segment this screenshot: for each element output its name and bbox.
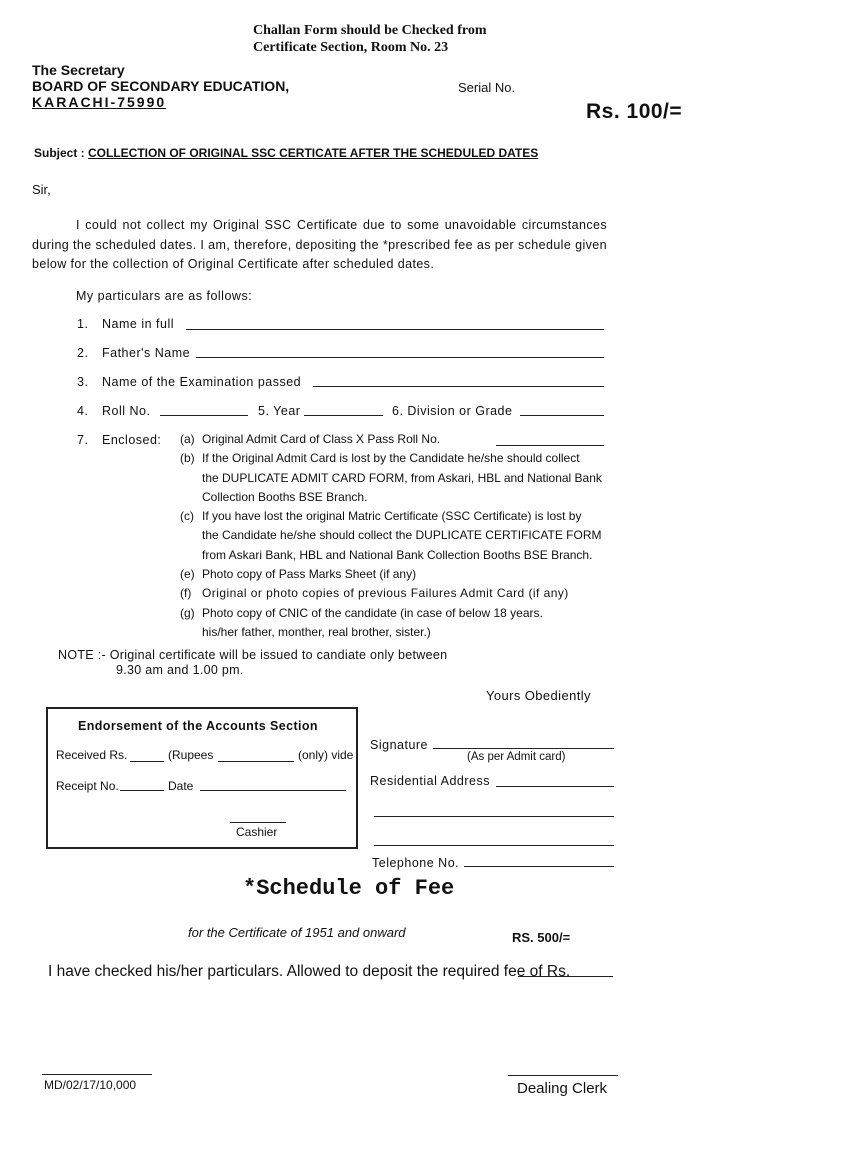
subject-line [34, 146, 538, 160]
subject-text: COLLECTION OF ORIGINAL SSC CERTICATE AFTER THE SCHEDULED DATES [88, 146, 539, 160]
signature-note: (As per Admit card) [467, 751, 566, 763]
address-line-a[interactable] [496, 786, 614, 787]
received-label: Received Rs. [56, 748, 128, 762]
telephone-line[interactable] [464, 866, 614, 867]
note-block [58, 648, 447, 678]
field-2-number: 2. [77, 346, 89, 360]
date-line[interactable] [200, 790, 346, 791]
enclosed-item-g: (g) Photo copy of CNIC of the candidate (in case of below 18 years. his/her father, monther, real brother, sister.) [180, 605, 543, 639]
rupees-words-line[interactable] [218, 761, 294, 762]
schedule-fee: RS. 500/= [512, 930, 571, 945]
division-input-line[interactable] [520, 415, 604, 416]
name-input-line[interactable] [186, 329, 604, 330]
field-roll-label: Roll No. [102, 404, 151, 418]
fee-stamp: Rs. 100/= [586, 100, 683, 123]
telephone-label: Telephone No. [372, 856, 460, 870]
schedule-title: *Schedule of Fee [243, 876, 455, 901]
form-code: MD/02/17/10,000 [44, 1078, 137, 1092]
enclosed-item-e: (e) Photo copy of Pass Marks Sheet (if any) [180, 567, 417, 582]
enclosed-item-a: (a) Original Admit Card of Class X Pass Roll No. [180, 432, 441, 446]
admit-roll-input-line[interactable] [496, 445, 604, 446]
roll-input-line[interactable] [160, 415, 248, 416]
footer-left-line [42, 1074, 152, 1075]
field-1-number: 1. [77, 317, 89, 331]
accounts-endorsement-box [46, 707, 358, 849]
exam-input-line[interactable] [313, 386, 604, 387]
only-vide-label: (only) vide [298, 748, 354, 762]
cashier-sign-line[interactable] [230, 822, 286, 823]
field-year-label: 5. Year [258, 404, 301, 418]
enclosed-list [180, 430, 602, 642]
field-name-label: Name in full [102, 317, 174, 331]
field-division-label: 6. Division or Grade [392, 404, 513, 418]
address-line-2: BOARD OF SECONDARY EDUCATION, [32, 78, 290, 94]
salutation: Sir, [32, 182, 51, 197]
field-7-number: 7. [77, 433, 89, 447]
address-label: Residential Address [370, 774, 490, 788]
closing-text: Yours Obediently [486, 688, 591, 703]
field-exam-label: Name of the Examination passed [102, 375, 302, 389]
schedule-subtitle: for the Certificate of 1951 and onward [188, 925, 406, 940]
enclosed-item-f: (f) Original or photo copies of previous Failures Admit Card (if any) [180, 586, 569, 601]
date-label: Date [168, 779, 194, 793]
year-input-line[interactable] [304, 415, 383, 416]
enclosed-item-b: (b) If the Original Admit Card is lost by the Candidate he/she should collect the DUPLICATE ADMIT CARD FORM, from Askari, HBL and National Bank Collection Booths BSE Branch. [180, 451, 602, 504]
signature-label: Signature [370, 738, 429, 752]
required-fee-line[interactable] [518, 976, 613, 977]
accounts-title: Endorsement of the Accounts Section [78, 719, 318, 733]
receipt-number-line[interactable] [120, 790, 164, 791]
notice-line-1: Challan Form should be Checked from [253, 23, 487, 38]
note-line-1: NOTE :- Original certificate will be issued to candiate only between [58, 648, 448, 662]
header-notice [253, 22, 486, 56]
address-line-1: The Secretary [32, 62, 125, 78]
rupees-label: (Rupees [168, 748, 214, 762]
notice-line-2: Certificate Section, Room No. 23 [253, 40, 449, 55]
signature-line[interactable] [433, 748, 614, 749]
field-4-number: 4. [77, 404, 89, 418]
address-line-c[interactable] [374, 845, 614, 846]
note-line-2: 9.30 am and 1.00 pm. [116, 663, 244, 677]
receipt-label: Receipt No. [56, 779, 119, 793]
father-input-line[interactable] [196, 357, 604, 358]
address-line-b[interactable] [374, 816, 614, 817]
field-3-number: 3. [77, 375, 89, 389]
field-enclosed-label: Enclosed: [102, 433, 162, 447]
address-block [32, 62, 289, 110]
enclosed-item-c: (c) If you have lost the original Matric Certificate (SSC Certificate) is lost by the Candidate he/she should collect the DUPLICATE CERTIFICATE FORM from Askari Bank, HBL and National Bank Collection Booths BSE Branch. [180, 509, 602, 562]
field-father-label: Father's Name [102, 346, 191, 360]
received-amount-line[interactable] [130, 761, 164, 762]
serial-label: Serial No. [458, 80, 516, 95]
particulars-intro: My particulars are as follows: [76, 289, 253, 303]
subject-label: Subject : [34, 146, 85, 160]
address-line-3: KARACHI-75990 [32, 94, 167, 110]
dealing-clerk-label: Dealing Clerk [517, 1080, 608, 1097]
checked-statement: I have checked his/her particulars. Allowed to deposit the required fee of Rs. [48, 963, 571, 980]
cashier-label: Cashier [236, 825, 278, 839]
dealing-clerk-sign-line[interactable] [508, 1075, 618, 1076]
body-paragraph: I could not collect my Original SSC Certificate due to some unavoidable circumstances during the scheduled dates. I am, therefore, depositing the *prescribed fee as per schedule given below for the collection of Original Certificate after scheduled dates. [32, 218, 607, 271]
